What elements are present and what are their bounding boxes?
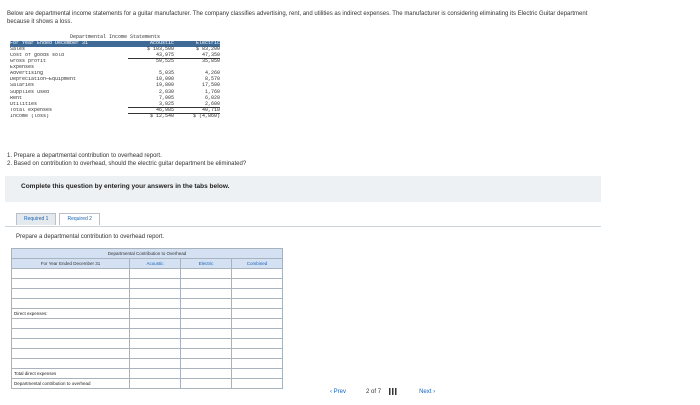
combined-input[interactable] <box>232 289 283 299</box>
label-input[interactable] <box>12 339 130 349</box>
electric-input[interactable] <box>181 339 232 349</box>
combined-input[interactable] <box>232 369 283 379</box>
statement-row: Cost of goods sold 43,975 47,350 <box>10 51 220 58</box>
instruction-banner <box>5 176 601 202</box>
acoustic-input[interactable] <box>130 289 181 299</box>
statement-row: Depreciation—Equipment 10,090 8,570 <box>10 76 220 83</box>
table-row <box>12 339 283 349</box>
statement-row: Advertising 5,035 4,260 <box>10 70 220 77</box>
page-indicator: 2 of 7 <box>366 388 382 395</box>
table-row <box>12 299 283 309</box>
direct-expenses-label: Direct expenses: <box>12 309 130 319</box>
acoustic-input[interactable] <box>130 319 181 329</box>
combined-input[interactable] <box>232 329 283 339</box>
pagination <box>330 388 435 395</box>
combined-input[interactable] <box>232 379 283 389</box>
grid-icon[interactable] <box>389 388 397 395</box>
income-statement <box>10 35 220 120</box>
col-acoustic: Acoustic <box>130 259 181 269</box>
table-row <box>12 369 283 379</box>
statement-header-row: For Year Ended December 31 Acoustic Electric <box>10 39 220 46</box>
combined-input[interactable] <box>232 269 283 279</box>
electric-input[interactable] <box>181 349 232 359</box>
answer-tabs <box>16 213 103 225</box>
electric-input[interactable] <box>181 369 232 379</box>
statement-row: Sales $ 103,500 $ 83,200 <box>10 45 220 52</box>
acoustic-input[interactable] <box>130 369 181 379</box>
acoustic-input[interactable] <box>130 379 181 389</box>
combined-input[interactable] <box>232 339 283 349</box>
electric-input[interactable] <box>181 269 232 279</box>
combined-input[interactable] <box>232 349 283 359</box>
instruction-text: Complete this question by entering your answers in the tabs below. <box>21 183 230 190</box>
electric-input[interactable] <box>181 279 232 289</box>
table-row <box>12 319 283 329</box>
worksheet-col-label: For Year Ended December 31 <box>12 259 130 269</box>
table-row <box>12 329 283 339</box>
worksheet-title: Departmental Contribution to Overhead <box>12 249 283 259</box>
problem-intro: Below are departmental income statements for a guitar manufacturer. The company classifies advertising, rent, and utilities as indirect expenses. The manufacturer is considering eliminating its Electric Guitar department because it shows a loss. <box>7 11 588 25</box>
tab-divider <box>5 226 601 227</box>
acoustic-input[interactable] <box>130 279 181 289</box>
label-input[interactable] <box>12 299 130 309</box>
combined-input[interactable] <box>232 319 283 329</box>
table-row <box>12 269 283 279</box>
statement-row: Income (loss) $ 12,540 $ (4,860) <box>10 112 220 119</box>
tab-required-2[interactable]: Required 2 <box>59 213 99 225</box>
acoustic-input[interactable] <box>130 339 181 349</box>
question-1: 1. Prepare a departmental contribution to overhead report. <box>7 153 162 159</box>
acoustic-input[interactable] <box>130 299 181 309</box>
label-input[interactable] <box>12 289 130 299</box>
contribution-label: Departmental contribution to overhead <box>12 379 130 389</box>
statement-row: Supplies used 2,030 1,760 <box>10 88 220 95</box>
statement-row: Utilities 3,025 2,600 <box>10 100 220 107</box>
acoustic-input[interactable] <box>130 349 181 359</box>
next-button[interactable]: Next › <box>419 388 436 395</box>
electric-input[interactable] <box>181 359 232 369</box>
table-row <box>12 379 283 389</box>
label-input[interactable] <box>12 349 130 359</box>
label-input[interactable] <box>12 329 130 339</box>
table-row <box>12 349 283 359</box>
question-list <box>7 152 246 168</box>
question-2: 2. Based on contribution to overhead, should the electric guitar department be eliminated? <box>7 161 247 167</box>
prev-button[interactable]: ‹ Prev <box>330 388 347 395</box>
electric-input[interactable] <box>181 329 232 339</box>
statement-row: Rent 7,005 6,020 <box>10 94 220 101</box>
electric-input[interactable] <box>181 379 232 389</box>
combined-input[interactable] <box>232 299 283 309</box>
total-direct-label: Total direct expenses <box>12 369 130 379</box>
electric-input[interactable] <box>181 299 232 309</box>
combined-input[interactable] <box>232 279 283 289</box>
combined-input[interactable] <box>232 359 283 369</box>
acoustic-input[interactable] <box>130 269 181 279</box>
prompt-text: Prepare a departmental contribution to overhead report. <box>16 234 165 240</box>
col-combined: Combined <box>232 259 283 269</box>
statement-title: Departmental Income Statements <box>69 34 160 40</box>
table-row <box>12 289 283 299</box>
acoustic-input[interactable] <box>130 329 181 339</box>
statement-row: Total expenses 46,985 40,710 <box>10 106 220 113</box>
electric-input[interactable] <box>181 319 232 329</box>
table-row <box>12 279 283 289</box>
statement-row: Expenses <box>10 65 35 71</box>
label-input[interactable] <box>12 279 130 289</box>
statement-row: Gross profit 59,525 35,850 <box>10 58 220 65</box>
acoustic-input[interactable] <box>130 359 181 369</box>
electric-input[interactable] <box>181 289 232 299</box>
contribution-worksheet <box>11 248 283 389</box>
label-input[interactable] <box>12 319 130 329</box>
tab-required-1[interactable]: Required 1 <box>16 213 56 225</box>
table-row <box>12 309 283 319</box>
statement-row: Salaries 19,800 17,500 <box>10 82 220 89</box>
table-row <box>12 359 283 369</box>
label-input[interactable] <box>12 359 130 369</box>
label-input[interactable] <box>12 269 130 279</box>
col-electric: Electric <box>181 259 232 269</box>
